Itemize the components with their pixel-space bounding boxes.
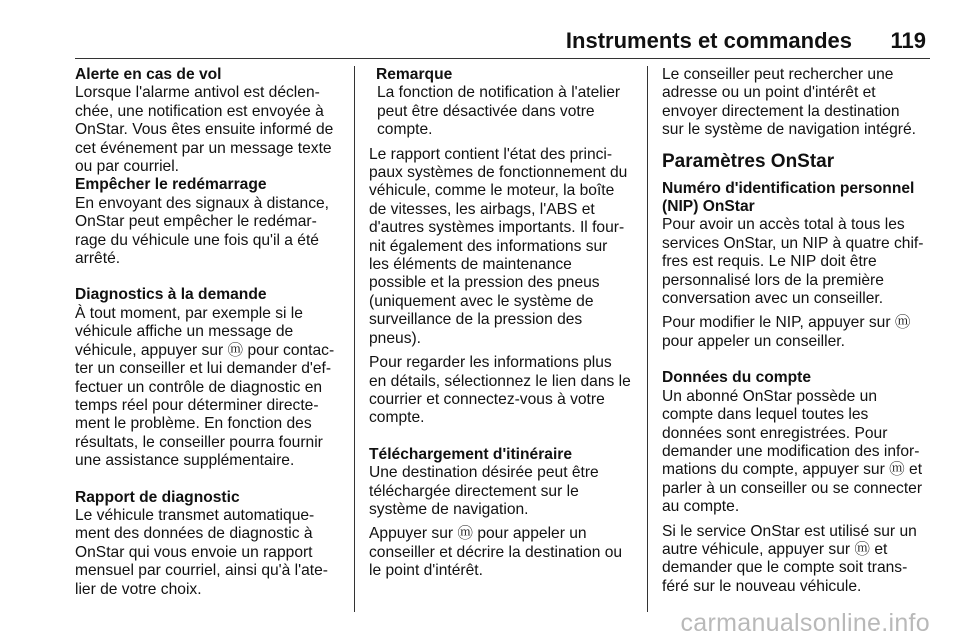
text-line: adresse ou un point d'intérêt et xyxy=(662,84,876,102)
section-heading-onstar-settings: Paramètres OnStar xyxy=(662,150,835,172)
text-line: compte. xyxy=(369,409,425,427)
paragraph-advisor-search xyxy=(662,66,930,140)
column-divider-1 xyxy=(354,66,355,612)
text-line: peut être désactivée dans votre xyxy=(377,102,595,120)
text-line: Numéro d'identification personnel xyxy=(662,179,915,197)
text-line: le point d'intérêt. xyxy=(369,562,483,580)
paragraph-prevent-restart xyxy=(75,195,347,269)
text-line: rage du véhicule une fois qu'il a été xyxy=(75,231,319,249)
text-line: Pour avoir un accès total à tous les xyxy=(662,216,905,234)
text-line: véhicule, comme le moteur, la boîte xyxy=(369,182,615,200)
text-line: À tout moment, par exemple si le xyxy=(75,304,303,322)
text-line: Le conseiller peut rechercher une xyxy=(662,66,894,83)
paragraph-account-data xyxy=(662,388,930,517)
text-line: ou par courriel. xyxy=(75,158,180,176)
page-number: 119 xyxy=(890,28,926,53)
text-line: Pour modifier le NIP, appuyer sur ⓜ xyxy=(662,314,911,332)
text-line: Le véhicule transmet automatique- xyxy=(75,506,315,524)
header-rule xyxy=(75,58,930,59)
text-line: mations du compte, appuyer sur ⓜ et xyxy=(662,461,923,479)
text-line: pneus). xyxy=(369,329,422,347)
paragraph-view-details xyxy=(369,354,633,428)
text-line: conseiller et décrire la destination ou xyxy=(369,543,623,561)
text-line: autre véhicule, appuyer sur ⓜ et xyxy=(662,540,888,558)
text-line: Appuyer sur ⓜ pour appeler un xyxy=(369,525,587,543)
paragraph-route-download xyxy=(369,464,633,519)
text-line: cet événement par un message texte xyxy=(75,139,332,157)
text-line: temps réel pour déterminer directe- xyxy=(75,396,319,414)
heading-diagnostics-on-demand: Diagnostics à la demande xyxy=(75,286,267,304)
text-line: demander que le compte soit trans- xyxy=(662,559,908,577)
text-line: (NIP) OnStar xyxy=(662,198,755,216)
text-line: possible et la pression des pneus xyxy=(369,274,600,292)
paragraph-diagnostics-on-demand xyxy=(75,305,347,471)
text-line: compte. xyxy=(377,121,433,139)
text-line: lier de votre choix. xyxy=(75,580,202,598)
text-line: envoyer directement la destination xyxy=(662,102,900,120)
text-line: Le rapport contient l'état des princi- xyxy=(369,145,613,163)
paragraph-theft-alert xyxy=(75,84,347,176)
heading-theft-alert: Alerte en cas de vol xyxy=(75,66,222,83)
text-line: Lorsque l'alarme antivol est déclen- xyxy=(75,84,320,102)
text-line: Une destination désirée peut être xyxy=(369,464,599,482)
text-line: fres est requis. Le NIP doit être xyxy=(662,253,877,271)
column-divider-2 xyxy=(647,66,648,612)
text-line: services OnStar, un NIP à quatre chif- xyxy=(662,234,924,252)
text-line: système de navigation. xyxy=(369,500,529,518)
heading-account-data: Données du compte xyxy=(662,369,812,387)
heading-diagnostic-report: Rapport de diagnostic xyxy=(75,488,240,506)
text-line: En envoyant des signaux à distance, xyxy=(75,194,329,212)
text-line: surveillance de la pression des xyxy=(369,311,583,329)
text-line: compte dans lequel toutes les xyxy=(662,406,869,424)
text-line: téléchargée directement sur le xyxy=(369,482,579,500)
text-line: (uniquement avec le système de xyxy=(369,292,594,310)
paragraph-other-vehicle xyxy=(662,523,930,597)
text-line: ment le problème. En fonction des xyxy=(75,415,312,433)
text-line: Un abonné OnStar possède un xyxy=(662,387,878,405)
heading-prevent-restart: Empêcher le redémarrage xyxy=(75,176,267,194)
page-header xyxy=(75,26,930,56)
note-heading: Remarque xyxy=(376,66,453,83)
text-line: féré sur le nouveau véhicule. xyxy=(662,577,862,595)
paragraph-change-pin xyxy=(662,314,930,351)
text-line: OnStar. Vous êtes ensuite informé de xyxy=(75,121,334,139)
text-line: données sont enregistrées. Pour xyxy=(662,424,888,442)
text-line: résultats, le conseiller pourra fournir xyxy=(75,433,323,451)
text-line: les éléments de maintenance xyxy=(369,256,572,274)
text-line: Si le service OnStar est utilisé sur un xyxy=(662,522,917,540)
text-line: parler à un conseiller ou se connecter xyxy=(662,479,923,497)
text-line: demander une modification des infor- xyxy=(662,442,920,460)
heading-pin xyxy=(662,180,930,217)
text-line: ment des données de diagnostic à xyxy=(75,525,313,543)
text-line: de vitesses, les airbags, l'ABS et xyxy=(369,200,595,218)
text-line: fectuer un contrôle de diagnostic en xyxy=(75,378,323,396)
text-line: une assistance supplémentaire. xyxy=(75,452,295,470)
column-2 xyxy=(369,66,633,581)
text-line: OnStar peut empêcher le redémar- xyxy=(75,213,317,231)
text-line: paux systèmes de fonctionnement du xyxy=(369,164,628,182)
heading-route-download: Téléchargement d'itinéraire xyxy=(369,445,573,463)
text-line: sur le système de navigation intégré. xyxy=(662,121,916,139)
text-line: personnalisé lors de la première xyxy=(662,271,884,289)
text-line: chée, une notification est envoyée à xyxy=(75,102,324,120)
paragraph-call-advisor xyxy=(369,525,633,580)
text-line: en détails, sélectionnez le lien dans le xyxy=(369,372,631,390)
text-line: pour appeler un conseiller. xyxy=(662,332,845,350)
paragraph-report-contents xyxy=(369,146,633,348)
text-line: courrier et connectez-vous à votre xyxy=(369,390,605,408)
text-line: La fonction de notification à l'atelier xyxy=(377,84,621,102)
text-line: d'autres systèmes importants. Il four- xyxy=(369,219,625,237)
paragraph-diagnostic-report xyxy=(75,507,347,599)
text-line: nit également des informations sur xyxy=(369,237,608,255)
text-line: mensuel par courriel, ainsi qu'à l'ate- xyxy=(75,562,328,580)
column-3 xyxy=(662,66,930,596)
text-line: au compte. xyxy=(662,498,740,516)
text-line: véhicule affiche un message de xyxy=(75,323,294,341)
text-line: Pour regarder les informations plus xyxy=(369,354,612,372)
text-line: conversation avec un conseiller. xyxy=(662,290,884,308)
text-line: ter un conseiller et lui demander d'ef- xyxy=(75,360,332,378)
note-box xyxy=(369,66,633,140)
page-title: Instruments et commandes xyxy=(565,28,852,53)
text-line: OnStar qui vous envoie un rapport xyxy=(75,543,313,561)
watermark: carmanualsonline.info xyxy=(680,609,930,637)
column-1 xyxy=(75,66,347,599)
text-line: arrêté. xyxy=(75,250,121,268)
text-line: véhicule, appuyer sur ⓜ pour contac- xyxy=(75,341,335,359)
paragraph-pin xyxy=(662,216,930,308)
